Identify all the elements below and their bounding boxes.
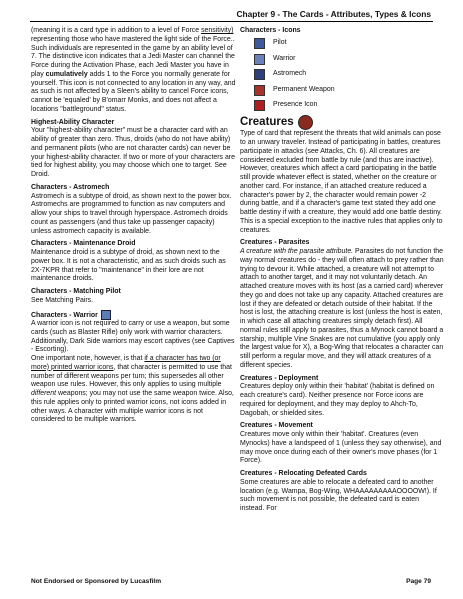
warrior-icon — [101, 310, 111, 320]
text-span: One important note, however, is that — [31, 355, 145, 363]
text-span: adds 1 to the Force you normally generate for yourself. This icon is not connected to any location in any way, and as such is not affected by a Sleen's ability to cancel Force icons, cannot be 'equaled' by B'omarr Monks, and does not affect a locations "battleground" status. — [31, 70, 236, 113]
presence-icon — [254, 100, 265, 111]
section-heading: Creatures - Relocating Defeated Cards — [240, 470, 367, 477]
heading-text: Creatures — [240, 116, 294, 129]
section-heading: Characters - Matching Pilot — [31, 288, 121, 295]
section-heading — [31, 310, 236, 321]
text-span: A creature with the parasite attribute. — [240, 248, 354, 255]
icon-label: Permanent Weapon — [273, 85, 335, 93]
astromech-icon — [254, 69, 265, 80]
icon-label: Presence Icon — [273, 101, 318, 109]
footer-disclaimer: Not Endorsed or Sponsored by Lucasfilm — [31, 578, 162, 585]
heading-text: Characters - Warrior — [31, 311, 98, 319]
text-span: cumulatively — [45, 70, 88, 78]
section-heading: Creatures - Movement — [240, 422, 313, 430]
pilot-icon — [254, 38, 265, 49]
permanent-weapon-icon — [254, 85, 265, 96]
section-body: A warrior icon is not required to carry or use a weapon, but some cards (such as Blaster Rifle) only work with warrior characters. Additionally, Dark Side warriors may escort captives (see Captives - Escorting). — [31, 320, 235, 354]
section-body: Creatures deploy only within their 'habitat' (habitat is defined on each creature's card). Neither presence nor Force icons are required for deployment, and they may deploy to Ahch-To, Dagobah, or shielded sites. — [240, 383, 435, 417]
section-body: Creatures move only within their 'habitat'. Creatures (even Mynocks) have a landspeed of 1 (unless they say otherwise), and may move once during each of their owner's move phases (for 1 Force). — [240, 431, 442, 465]
text-span: , that character is permitted to use that number of different weapons per turn; this supersedes all other weapon use rules. However, this only applies to using multiple — [31, 363, 232, 389]
icon-label: Pilot — [273, 39, 287, 47]
left-column — [31, 27, 236, 425]
section-heading: Creatures - Deployment — [240, 374, 319, 382]
icon-list — [240, 36, 445, 114]
chapter-title: Chapter 9 - The Cards - Attributes, Types & Icons — [236, 9, 431, 19]
icon-row-pilot — [240, 36, 445, 52]
text-span: Parasites do not function the way normal creatures do - they will often attach to prey rather than trying to devour it. While attached, a creature will not attempt to attach to another target, and it may not voluntarily detach. An attached creature moves with its host (as a carried card) wherever they go and does not take up any capacity. Attached creatures are lost if they are defeated or detach outside of their habitat. If the host is lost, the attaching creature is lost (unless the host is eaten, in which case all attaching creatures simply detach first). All normal rules still apply to parasites, thus a Mynock cannot board a starship, multiple Vine Snakes are not cumulative (you apply only the largest value for X), a Bog-Wing that relocates a character can still perform a regular move, and they will attack creatures of a different species. — [240, 248, 444, 369]
text-span: if a character has two (or more) printed warrior icons — [31, 355, 221, 371]
section-heading: Characters - Maintenance Droid — [31, 240, 136, 248]
section-body: Type of card that represent the threats that wild animals can pose to an unwary traveler. Instead of participating in battles, creatures participate in attacks (see Attacks, Ch. 6). All creatures are considered excluded from battle by rule (and thus are inactive). However, creatures which affect a card participating in the battle still provide whatever effect is stated, whether on the creature or another card. For instance, if an attached creature reduced a character's power by 2, the character would remain power -2 during battle, and if a character's game text stated they add one battle destiny if with a creature, they would add one battle destiny. This is a special exception to the inactive rules that applies only to creatures. — [240, 130, 443, 234]
section-body: Your "highest-ability character" must be a character card with an ability of greater than zero. Thus, droids (who do not have ability) and permanent pilots (who are not character cards) can never be your highest-ability character. If two or more of your characters are tied for highest ability, you may choose which one to target. See Droid. — [31, 127, 235, 178]
icon-row-astromech — [240, 67, 445, 83]
section-heading: Characters - Astromech — [31, 183, 110, 191]
section-body: Maintenance droid is a subtype of droid, as shown next to the power box. It is not a characteristic, and as such droids such as 2X-7KPR that refer to "maintenance" in their lore are not maintenance droids. — [31, 249, 226, 283]
section-heading: Creatures - Parasites — [240, 239, 310, 247]
page-number: Page 79 — [406, 578, 431, 585]
text-span: sensitivity) — [201, 27, 234, 34]
section-body — [240, 248, 445, 371]
section-body: Astromech is a subtype of droid, as shown next to the power box. Astromechs are programmed to function as nav computers and allow your ships to travel through hyperspace. Astromech droids count as passengers (and thus take up passenger capacity) unless astromech capacity is available. — [31, 192, 232, 235]
icon-row-permanent-weapon — [240, 82, 445, 98]
creatures-heading — [240, 115, 445, 130]
section-body — [31, 355, 236, 425]
icon-row-warrior — [240, 51, 445, 67]
text-span: weapons; you may not use the same weapon twice. Also, this rule applies only to printed warrior icons, not icons added in other ways. A character with multiple warrior icons is not considered to be multiple warriors. — [31, 390, 234, 424]
icon-label: Astromech — [273, 70, 307, 78]
warrior-icon — [254, 54, 265, 65]
section-body: See Matching Pairs. — [31, 296, 94, 304]
text-span: (meaning it is a card type in addition to a level of Force — [31, 27, 200, 34]
creature-icon — [298, 115, 313, 130]
section-body: Some creatures are able to relocate a defeated card to another location (e.g. Wampa, Bog-Wing, WHAAAAAAAAAOOOOW!). If such movement is not possible, the defeated card is eaten instead. For — [240, 478, 437, 512]
icon-label: Warrior — [273, 54, 296, 62]
icon-row-presence — [240, 98, 445, 114]
section-heading: Characters - Icons — [240, 27, 301, 34]
jedi-master-paragraph — [31, 27, 236, 115]
right-column — [240, 27, 445, 514]
text-span: different — [31, 390, 57, 398]
text-span: representing those who have mastered the light side of the Force.. Such individuals are represented in the game by an ability level of 7. The distinctive icon indicates that a Jedi Master can channel the Force during the Activation Phase, each Jedi Master you have in play — [31, 35, 235, 78]
header-divider — [30, 21, 433, 22]
section-heading: Highest-Ability Character — [31, 118, 115, 126]
